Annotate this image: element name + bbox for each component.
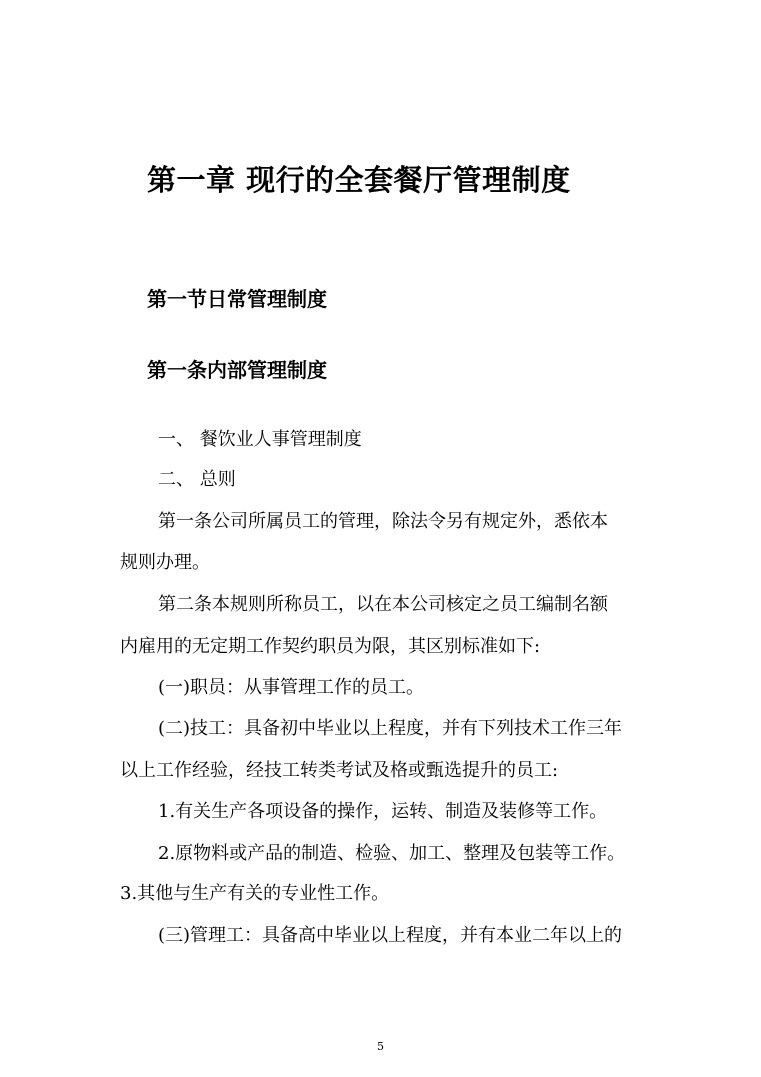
- chapter-title: 第一章 现行的全套餐厅管理制度: [147, 163, 571, 197]
- paragraph-line: 规则办理。: [120, 552, 210, 573]
- paragraph-line: 第一条公司所属员工的管理，除法令另有规定外，悉依本: [158, 511, 608, 532]
- paragraph-line: 2.原物料或产品的制造、检验、加工、整理及包装等工作。: [158, 843, 626, 864]
- paragraph-line: 一、 餐饮业人事管理制度: [158, 429, 362, 450]
- paragraph-line: (二)技工：具备初中毕业以上程度，并有下列技术工作三年: [158, 718, 623, 739]
- paragraph-line: 第二条本规则所称员工，以在本公司核定之员工编制名额: [158, 594, 608, 615]
- paragraph-line: 1.有关生产各项设备的操作，运转、制造及装修等工作。: [158, 801, 608, 822]
- paragraph-line: (三)管理工：具备高中毕业以上程度，并有本业二年以上的: [158, 925, 623, 946]
- paragraph-line: (一)职员：从事管理工作的员工。: [158, 677, 425, 698]
- paragraph-line: 以上工作经验，经技工转类考试及格或甄选提升的员工:: [120, 760, 559, 781]
- section-title: 第一节日常管理制度: [147, 287, 327, 311]
- paragraph-line: 3.其他与生产有关的专业性工作。: [120, 883, 390, 904]
- paragraph-line: 二、 总则: [158, 469, 236, 490]
- article-title: 第一条内部管理制度: [147, 358, 327, 382]
- page-number: 5: [377, 1040, 384, 1053]
- paragraph-line: 内雇用的无定期工作契约职员为限，其区别标准如下:: [120, 636, 541, 657]
